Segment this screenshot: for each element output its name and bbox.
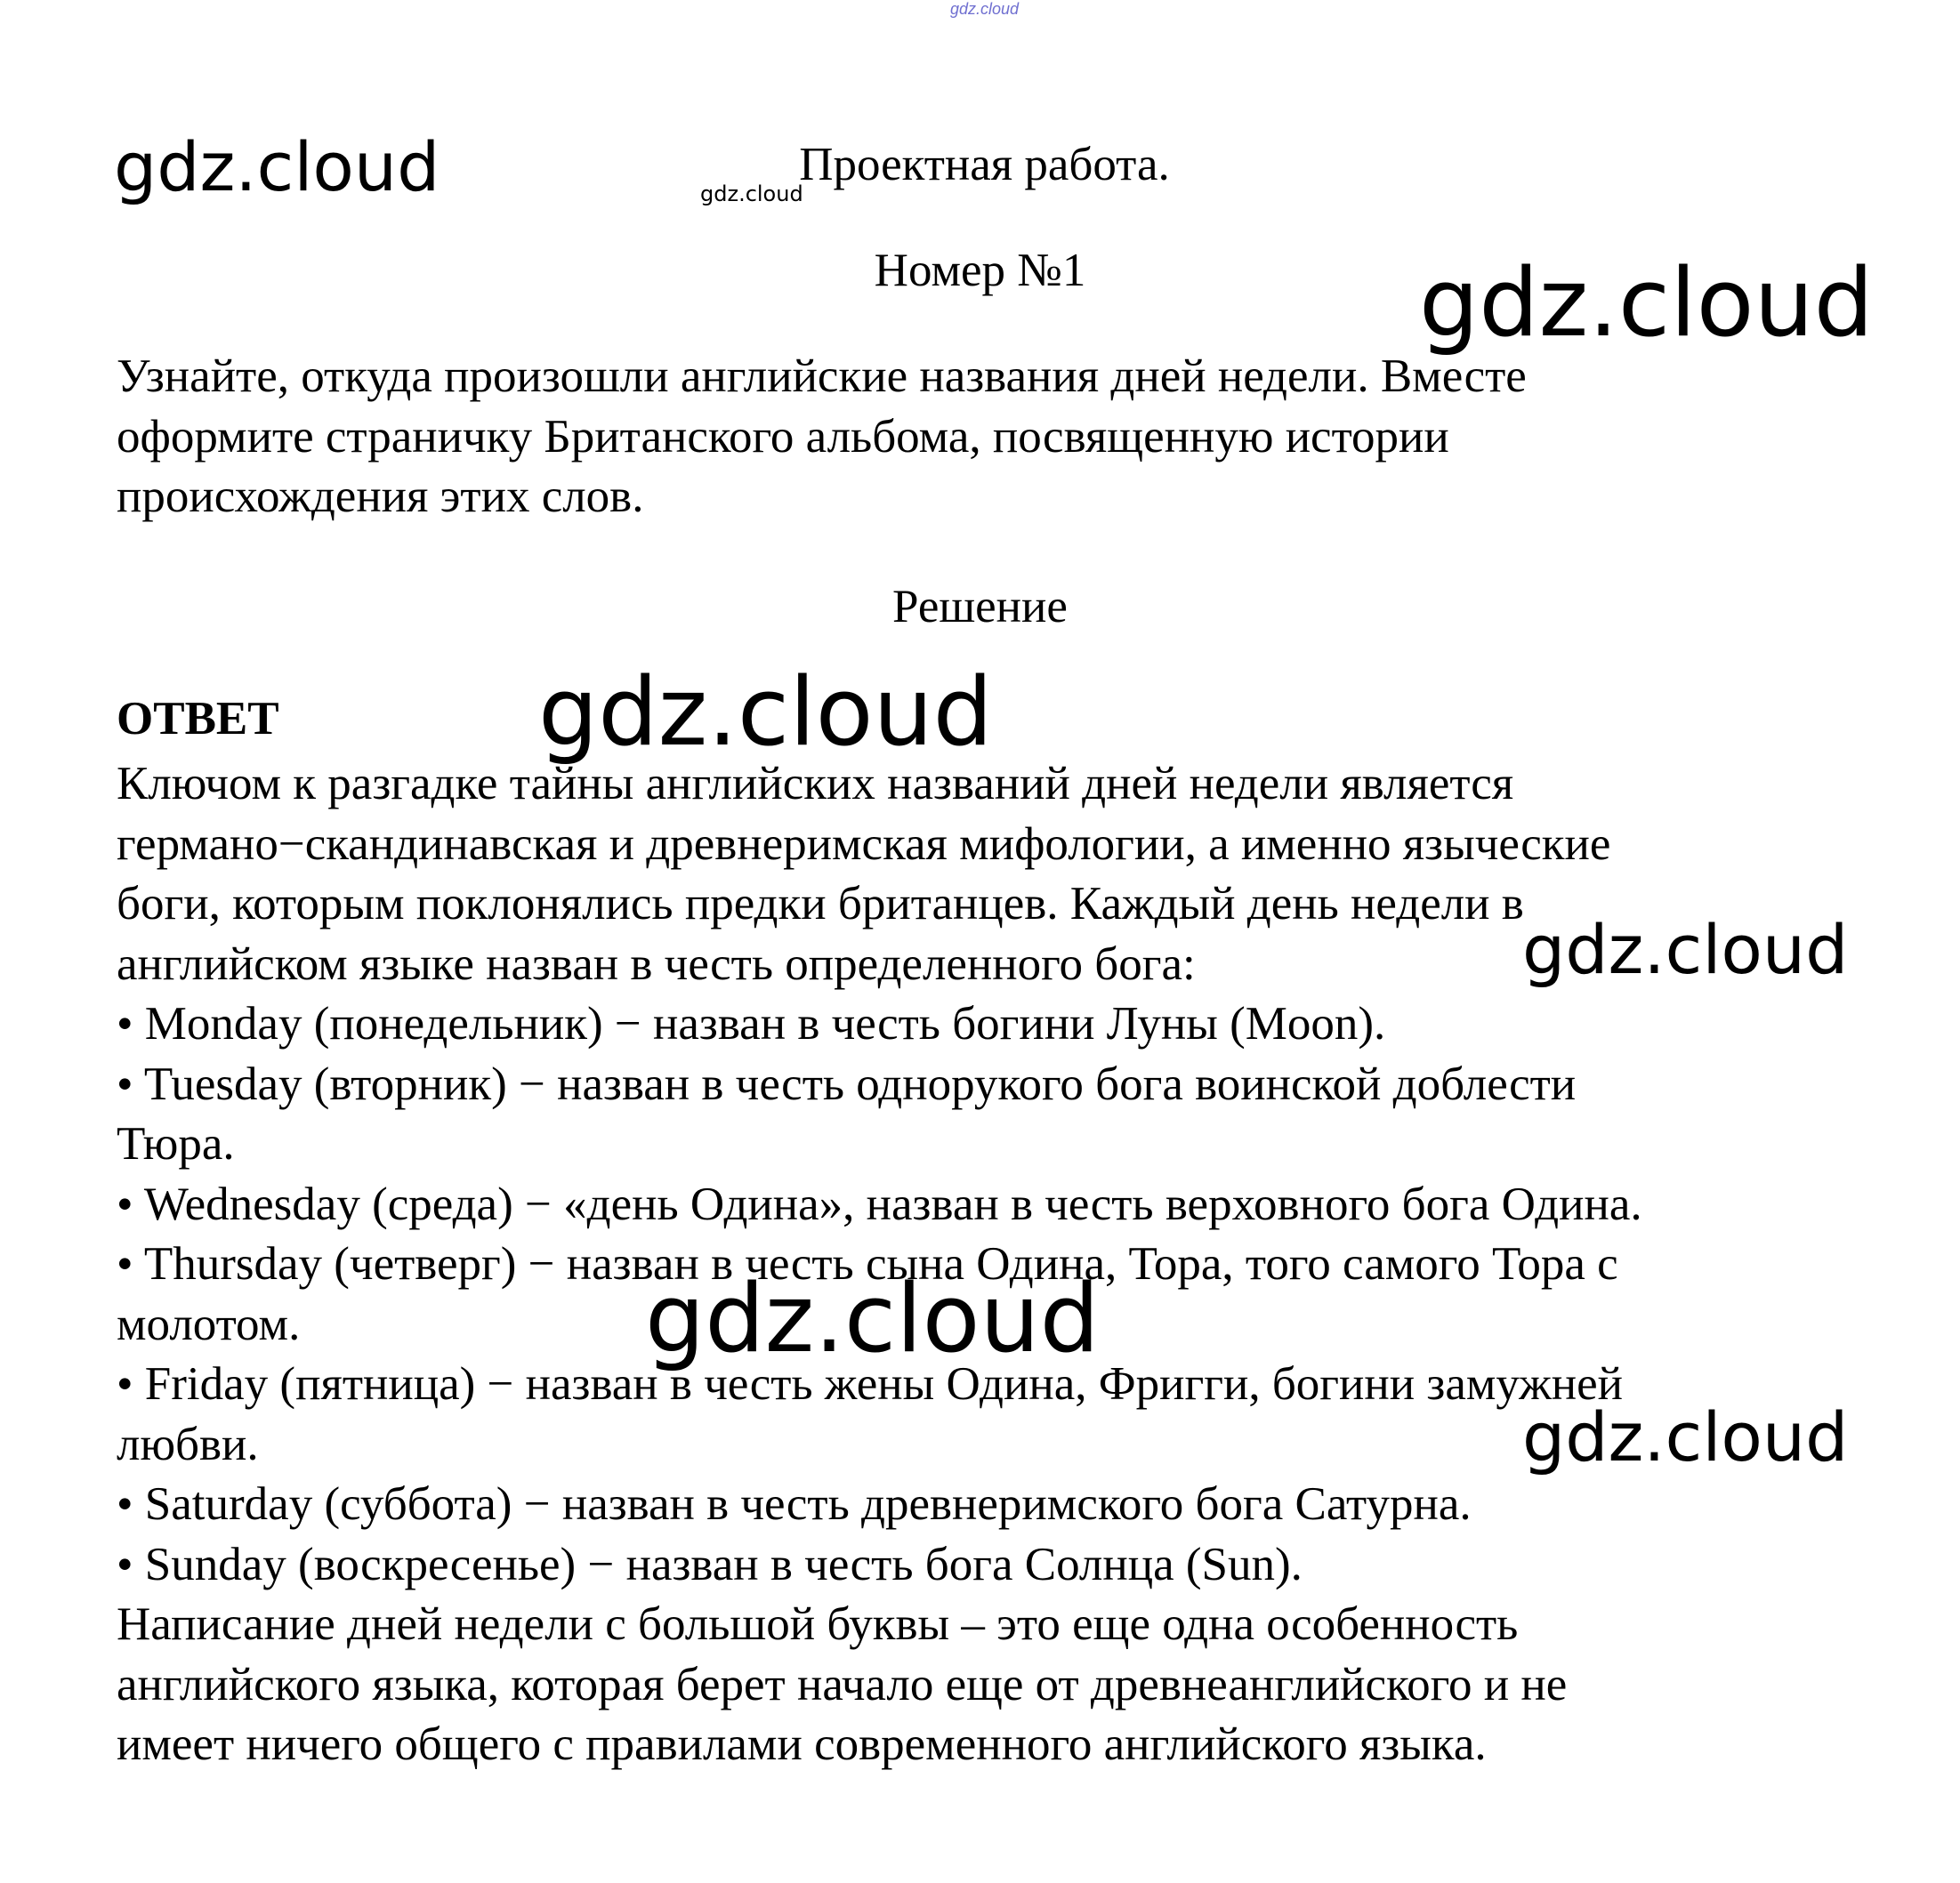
list-item-thursday: • Thursday (четверг) − назван в честь сына Одина, Тора, того самого Тора с [117, 1238, 1618, 1290]
list-item-friday-cont: любви. [117, 1418, 259, 1470]
list-item-sunday: • Sunday (воскресенье) − назван в честь бога Солнца (Sun). [117, 1538, 1303, 1590]
answer-line: боги, которым поклонялись предки британцев. Каждый день недели в [117, 878, 1524, 929]
watermark: gdz.cloud [645, 1264, 1100, 1373]
watermark: gdz.cloud [1522, 910, 1849, 989]
list-item-tuesday: • Tuesday (вторник) − назван в честь однорукого бога воинской доблести [117, 1058, 1577, 1110]
top-watermark-link[interactable]: gdz.cloud [950, 0, 1020, 18]
list-item-monday: • Monday (понедельник) − назван в честь богини Луны (Moon). [117, 998, 1386, 1050]
list-item-tuesday-cont: Тюра. [117, 1118, 235, 1170]
watermark: gdz.cloud [700, 181, 803, 206]
answer-line: Написание дней недели с большой буквы – это еще одна особенность [117, 1598, 1519, 1650]
watermark: gdz.cloud [1522, 1397, 1849, 1477]
solution-heading: Решение [892, 581, 1068, 632]
watermark: gdz.cloud [1419, 248, 1874, 358]
task-line: Узнайте, откуда произошли английские названия дней недели. Вместе [117, 350, 1527, 402]
list-item-friday: • Friday (пятница) − назван в честь жены Одина, Фригги, богини замужней [117, 1358, 1624, 1410]
answer-line: английском языке назван в честь определенного бога: [117, 937, 1196, 990]
list-item-thursday-cont: молотом. [117, 1298, 301, 1350]
answer-line: германо−скандинавская и древнеримская мифологии, а именно языческие [117, 817, 1611, 870]
watermark: gdz.cloud [114, 127, 440, 206]
task-text [117, 347, 1527, 527]
answer-label: ОТВЕТ [117, 693, 279, 744]
task-line: происхождения этих слов. [117, 471, 644, 522]
list-item-wednesday: • Wednesday (среда) − «день Одина», назван в честь верховного бога Одина. [117, 1178, 1642, 1230]
page-title: Проектная работа. [799, 139, 1170, 190]
list-item-saturday: • Saturday (суббота) − назван в честь древнеримского бога Сатурна. [117, 1478, 1472, 1530]
answer-line: английского языка, которая берет начало еще от древнеанглийского и не [117, 1658, 1568, 1710]
task-line: оформите страничку Британского альбома, посвященную истории [117, 410, 1449, 463]
task-number: Номер №1 [874, 245, 1086, 296]
answer-line: Ключом к разгадке тайны английских названий дней недели является [117, 758, 1514, 809]
watermark: gdz.cloud [538, 657, 993, 767]
answer-line: имеет ничего общего с правилами современного английского языка. [117, 1718, 1487, 1770]
